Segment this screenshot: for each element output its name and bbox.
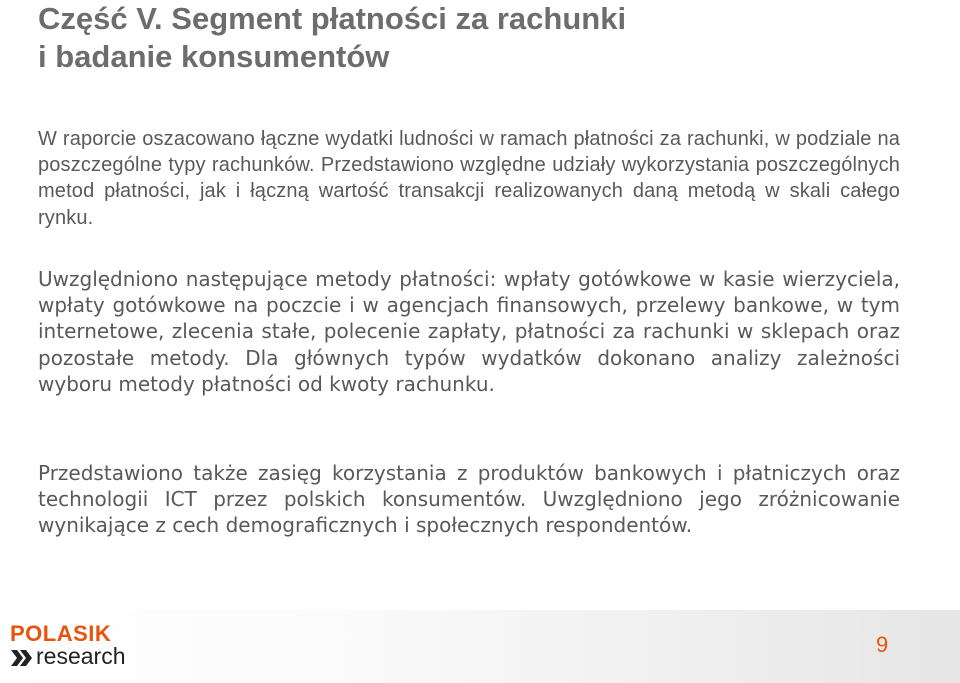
footer-gradient-bar [0, 610, 960, 683]
polasik-research-logo [10, 622, 140, 672]
paragraph-payment-methods: Uwzględniono następujące metody płatności: wpłaty gotówkowe w kasie wierzyciela, wpłaty gotówkowe na poczcie i w agencjach finansowych, przelewy bankowe, w tym internetowe, zlecenia stałe, polecenie zapłaty, płatności za rachunki w sklepach oraz pozostałe metody. Dla głównych typów wydatków dokonano analizy zależności wyboru metody płatności od kwoty rachunku. [38, 267, 900, 396]
page-number: 9 [876, 632, 889, 657]
slide-title [38, 0, 938, 76]
title-line-2: i badanie konsumentów [38, 39, 390, 74]
paragraph-report-scope: W raporcie oszacowano łączne wydatki ludności w ramach płatności za rachunki, w podziale na poszczególne typy rachunków. Przedstawiono względne udziały wykorzystania poszczególnych metod płatności, jak i łączną wartość transakcji realizowanych daną metodą w skali całego rynku. [38, 128, 900, 229]
logo-text-research: research [36, 643, 126, 669]
paragraph-consumer-survey: Przedstawiono także zasięg korzystania z produktów bankowych i płatniczych oraz technologii ICT przez polskich konsumentów. Uwzględniono jego zróżnicowanie wynikające z cech demograficznych i społecznych respondentów. [38, 461, 900, 538]
title-line-1: Część V. Segment płatności za rachunki [38, 1, 627, 36]
logo-text-polasik: POLASIK [10, 621, 112, 646]
double-chevron-right-icon [10, 648, 34, 668]
